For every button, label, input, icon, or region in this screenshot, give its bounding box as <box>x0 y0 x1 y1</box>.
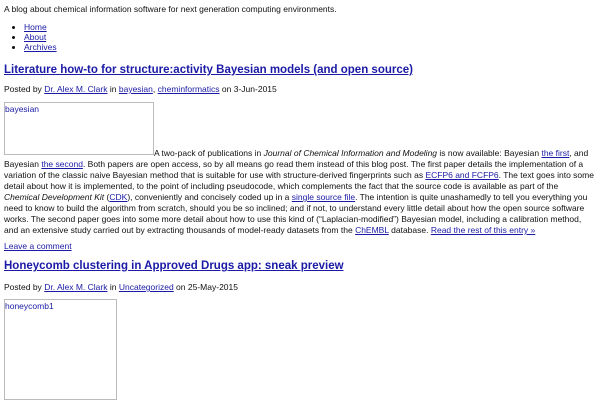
nav-link-archives[interactable]: Archives <box>24 42 57 52</box>
fingerprints-link[interactable]: ECFP6 and FCFP6 <box>425 170 499 180</box>
post-title <box>4 63 413 77</box>
author-link[interactable]: Dr. Alex M. Clark <box>44 84 108 94</box>
post-date: 25-May-2015 <box>187 282 238 292</box>
second-paper-link[interactable]: the second <box>41 159 83 169</box>
excerpt-text: ), conveniently and concisely coded up in a <box>127 192 292 202</box>
first-paper-link[interactable]: the first <box>541 148 570 158</box>
main-nav <box>4 22 57 52</box>
cdk-link[interactable]: CDK <box>109 192 128 202</box>
journal-name: Journal of Chemical Information and Modeling <box>263 148 438 158</box>
post-meta <box>4 282 238 293</box>
on-label: on <box>176 282 186 292</box>
nav-item-archives <box>24 42 57 52</box>
excerpt-text: , and Bayesian <box>4 148 589 169</box>
cdk-name: Chemical Development Kit <box>4 192 105 202</box>
post-meta <box>4 84 277 95</box>
site-tagline: A blog about chemical information software for next generation computing environments. <box>4 4 337 14</box>
author-link[interactable]: Dr. Alex M. Clark <box>44 282 108 292</box>
post-image-placeholder[interactable] <box>4 299 117 400</box>
post-date: 3-Jun-2015 <box>233 84 277 94</box>
image-float-spacer <box>4 155 154 156</box>
post-excerpt <box>4 148 594 236</box>
on-label: on <box>221 84 232 94</box>
excerpt-text: . The text goes into some detail about how it is implemented, to the point of including pseudocode, which complements the fact that the source code is available as part of the <box>4 170 594 191</box>
excerpt-text: ( <box>104 192 110 202</box>
category-link-uncategorized[interactable]: Uncategorized <box>118 282 174 292</box>
nav-item-about <box>24 32 57 42</box>
source-file-link[interactable]: single source file <box>291 192 356 202</box>
excerpt-text: A two-pack of publications in <box>154 148 264 158</box>
read-more-link[interactable]: Read the rest of this entry » <box>430 225 536 235</box>
image-alt-text: honeycomb1 <box>5 301 54 311</box>
comment-area <box>4 241 72 252</box>
post-title-link[interactable]: Honeycomb clustering in Approved Drugs app: sneak preview <box>4 260 344 272</box>
category-link-cheminformatics[interactable]: cheminformatics <box>157 84 220 94</box>
excerpt-text: is now available: Bayesian <box>437 148 542 158</box>
nav-item-home <box>24 22 57 32</box>
in-label: in <box>109 282 117 292</box>
leave-comment-link[interactable]: Leave a comment <box>4 241 72 251</box>
nav-link-home[interactable]: Home <box>24 22 47 32</box>
image-alt-text: bayesian <box>5 104 40 114</box>
excerpt-text: . Both papers are open access, so by all means go read them instead of this blog post. The first paper details the implementation of a variation of the classic naive Bayesian method that is suitable for use with structure-derived fingerprints such as <box>4 159 584 180</box>
nav-link-about[interactable]: About <box>24 32 47 42</box>
category-link-bayesian[interactable]: bayesian <box>118 84 153 94</box>
posted-by-label: Posted by <box>4 282 42 292</box>
excerpt-text: database. <box>388 225 431 235</box>
chembl-link[interactable]: ChEMBL <box>355 225 389 235</box>
post-title <box>4 259 344 273</box>
in-label: in <box>109 84 117 94</box>
excerpt-text: . The intention is quite unashamedly to tell you everything you need to know to build the algorithm from scratch, should you be so inclined; and if not, to understand every little detail about how the open source software works. The second paper goes into some more detail about how to use this kind of (“Laplacian-modified”) Bayesian model, including a calibration method, and an extensive study carried out by extracting thousands of model-ready datasets from the <box>4 192 588 235</box>
post-title-link[interactable]: Literature how-to for structure:activity Bayesian models (and open source) <box>4 64 413 76</box>
posted-by-label: Posted by <box>4 84 42 94</box>
category-separator: , <box>152 84 156 94</box>
